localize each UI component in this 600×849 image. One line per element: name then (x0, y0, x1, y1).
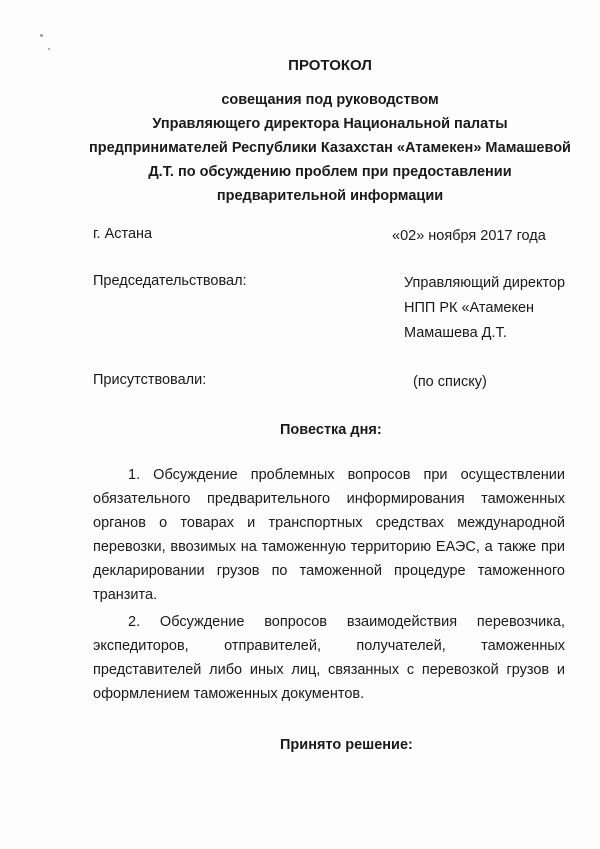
title-block (0, 54, 600, 208)
subtitle-line-5: предварительной информации (216, 188, 444, 204)
chaired-line-3: Мамашева Д.Т. (404, 325, 507, 341)
subtitle-line-3: предпринимателей Республики Казахстан «Атамекен» Мамашевой (89, 140, 571, 156)
date: «02» ноября 2017 года (392, 228, 546, 244)
city: г. Астана (93, 226, 153, 242)
agenda-item-1 (93, 463, 565, 607)
subtitle-line-1: совещания под руководством (221, 92, 439, 108)
scan-speck (48, 48, 50, 50)
subtitle-line-4: Д.Т. по обсуждению проблем при предоставлении (148, 164, 512, 180)
scan-speck (40, 34, 43, 37)
subtitle-line-2: Управляющего директора Национальной палаты (152, 116, 508, 132)
present-label: Присутствовали: (93, 372, 207, 388)
document-title: ПРОТОКОЛ (288, 57, 372, 74)
decision-heading: Принято решение: (280, 737, 413, 753)
chaired-line-1: Управляющий директор (404, 275, 566, 291)
agenda-item-2-text: 2. Обсуждение вопросов взаимодействия перевозчика, экспедиторов, отправителей, получателей, таможенных представителей либо иных лиц, связанных с перевозкой грузов и оформлением таможенных документов. (93, 614, 565, 702)
agenda-heading: Повестка дня: (280, 422, 382, 438)
agenda-item-2 (93, 610, 565, 706)
chaired-line-2: НПП РК «Атамекен (404, 300, 535, 316)
agenda-item-1-text: 1. Обсуждение проблемных вопросов при осуществлении обязательного предварительного информирования таможенных органов о товарах и транспортных средствах международной перевозки, ввозимых на таможенную территорию ЕАЭС, а также при декларировании грузов по таможенной процедуре таможенного транзита. (93, 467, 565, 603)
present-value: (по списку) (413, 374, 487, 390)
chaired-label: Председательствовал: (93, 273, 247, 289)
